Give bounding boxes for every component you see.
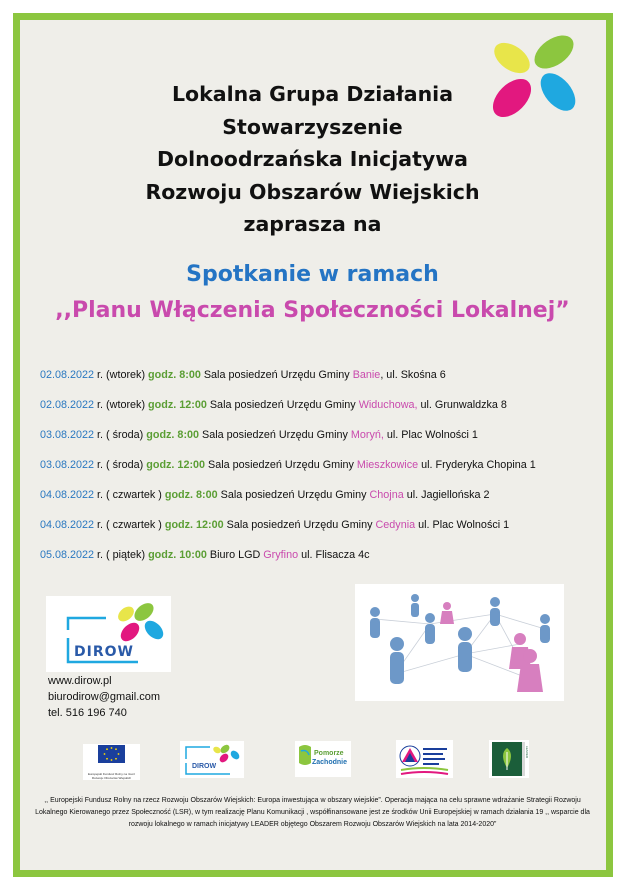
meeting-date: 02.08.2022 xyxy=(40,369,95,381)
meeting-row xyxy=(40,489,490,501)
email-link[interactable]: biurodirow@gmail.com xyxy=(48,691,161,703)
meeting-row xyxy=(40,549,370,561)
meeting-place: Moryń, xyxy=(350,429,384,441)
meeting-time: godz. 8:00 xyxy=(148,369,201,381)
people-network-icon xyxy=(355,584,564,701)
meeting-day: (wtorek) xyxy=(103,399,149,411)
meeting-row xyxy=(40,429,478,441)
meeting-day: ( czwartek ) xyxy=(103,489,165,501)
leader-text: LEADER xyxy=(525,746,529,759)
meeting-row xyxy=(40,459,536,471)
meeting-place: Mieszkowice xyxy=(356,459,419,471)
meeting-r: r. xyxy=(94,519,104,531)
meeting-venue: Sala posiedzeń Urzędu Gminy xyxy=(206,399,359,411)
meeting-time: godz. 10:00 xyxy=(148,549,207,561)
meeting-date: 03.08.2022 xyxy=(40,459,95,471)
meeting-time: godz. 8:00 xyxy=(164,489,218,501)
leader-logo xyxy=(489,740,529,778)
dirow-logo xyxy=(46,596,171,672)
meeting-row xyxy=(40,399,507,411)
meeting-address: ul. Plac Wolności 1 xyxy=(415,519,510,531)
website-link[interactable]: www.dirow.pl xyxy=(48,675,112,687)
heading-line: Lokalna Grupa Działania xyxy=(171,82,454,106)
meeting-day: (wtorek) xyxy=(103,369,149,381)
meeting-venue: Sala posiedzeń Urzędu Gminy xyxy=(205,459,357,471)
meeting-date: 04.08.2022 xyxy=(40,519,95,531)
dirow-small-text: DIROW xyxy=(192,763,217,770)
meeting-day: ( środa) xyxy=(103,429,147,441)
meeting-time: godz. 12:00 xyxy=(164,519,224,531)
prow-logo xyxy=(396,740,453,778)
meeting-day: ( środa) xyxy=(103,459,147,471)
meeting-r: r. xyxy=(94,459,104,471)
meeting-r: r. xyxy=(94,489,104,501)
pomorze-text-1: Pomorze xyxy=(314,750,344,757)
meeting-address: ul. Flisacza 4c xyxy=(298,549,370,561)
clover-leaf-yellow xyxy=(489,37,536,80)
heading-line: Stowarzyszenie xyxy=(222,114,403,139)
meeting-address: ul. Fryderyka Chopina 1 xyxy=(418,459,536,471)
meeting-day: ( czwartek ) xyxy=(103,519,165,531)
eu-flag-icon xyxy=(83,744,140,766)
meeting-r: r. xyxy=(94,429,104,441)
meeting-place: Cedynia xyxy=(375,519,416,531)
meeting-place: Widuchowa, xyxy=(358,399,418,411)
meeting-time: godz. 12:00 xyxy=(148,399,207,411)
meeting-venue: Sala posiedzeń Urzędu Gminy xyxy=(217,489,370,501)
meeting-address: ul. Jagiellońska 2 xyxy=(403,489,490,501)
meeting-date: 02.08.2022 xyxy=(40,399,95,411)
meeting-venue: Biuro LGD xyxy=(206,549,264,561)
meeting-r: r. xyxy=(94,399,104,411)
meeting-place: Banie xyxy=(352,369,381,381)
meeting-date: 04.08.2022 xyxy=(40,489,95,501)
heading-line: Rozwoju Obszarów Wiejskich xyxy=(145,179,480,204)
dirow-logo-icon xyxy=(46,596,171,672)
meeting-row xyxy=(40,369,446,381)
plan-title: ,,Planu Włączenia Społeczności Lokalnej” xyxy=(55,298,570,323)
pomorze-zachodnie-logo xyxy=(295,741,351,777)
meeting-date: 05.08.2022 xyxy=(40,549,95,561)
meeting-title: Spotkanie w ramach xyxy=(186,262,439,287)
organizer-heading xyxy=(0,78,625,241)
meeting-venue: Sala posiedzeń Urzędu Gminy xyxy=(223,519,376,531)
clover-leaf-green xyxy=(529,30,580,75)
eu-fund-caption: Europejski Fundusz Rolny na rzecz Rozwoju Obszarów Wiejskich xyxy=(87,772,136,780)
heading-line: Dolnoodrzańska Inicjatywa xyxy=(156,147,469,171)
meeting-time: godz. 12:00 xyxy=(146,459,206,471)
funding-disclaimer: ,, Europejski Fundusz Rolny na rzecz Rozwoju Obszarów Wiejskich: Europa inwestująca w obszary wiejskie”. Operacja mająca na celu sprawne wdrażanie Strategii Rozwoju Lokalnego Kierowanego przez Społeczność (LSR), w tym realizację Planu Komunikacji , współfinansowane jest ze środków Unii Europejskiej w ramach działania 19 ,, wsparcie dla rozwoju lokalnego w ramach inicjatywy LEADER objętego Obszarem Rozwoju Obszarów Wiejskich na lata 2014-2020” xyxy=(35,797,590,828)
phone-number: tel. 516 196 740 xyxy=(48,707,127,719)
meeting-date: 03.08.2022 xyxy=(40,429,95,441)
meeting-address: , ul. Skośna 6 xyxy=(380,369,446,381)
heading-line: zaprasza na xyxy=(243,212,382,236)
meeting-r: r. xyxy=(94,369,104,381)
dirow-small-logo xyxy=(180,741,244,778)
meeting-venue: Sala posiedzeń Urzędu Gminy xyxy=(199,429,351,441)
meeting-address: ul. Grunwaldzka 8 xyxy=(417,399,507,411)
dirow-small-icon xyxy=(180,741,244,778)
prow-icon xyxy=(396,740,453,778)
leader-icon xyxy=(489,740,529,778)
meeting-address: ul. Plac Wolności 1 xyxy=(383,429,478,441)
meeting-r: r. xyxy=(94,549,104,561)
contact-info xyxy=(48,673,160,721)
dirow-logo-text: DIROW xyxy=(74,644,134,660)
eu-flag-logo xyxy=(83,744,140,780)
meeting-place: Gryfino xyxy=(263,549,299,561)
meeting-day: ( piątek) xyxy=(103,549,149,561)
meeting-row xyxy=(40,519,509,531)
meeting-time: godz. 8:00 xyxy=(146,429,200,441)
meeting-venue: Sala posiedzeń Urzędu Gminy xyxy=(200,369,353,381)
meeting-place: Chojna xyxy=(369,489,404,501)
pomorze-text-2: Zachodnie xyxy=(312,759,348,766)
people-network-image xyxy=(355,584,564,701)
